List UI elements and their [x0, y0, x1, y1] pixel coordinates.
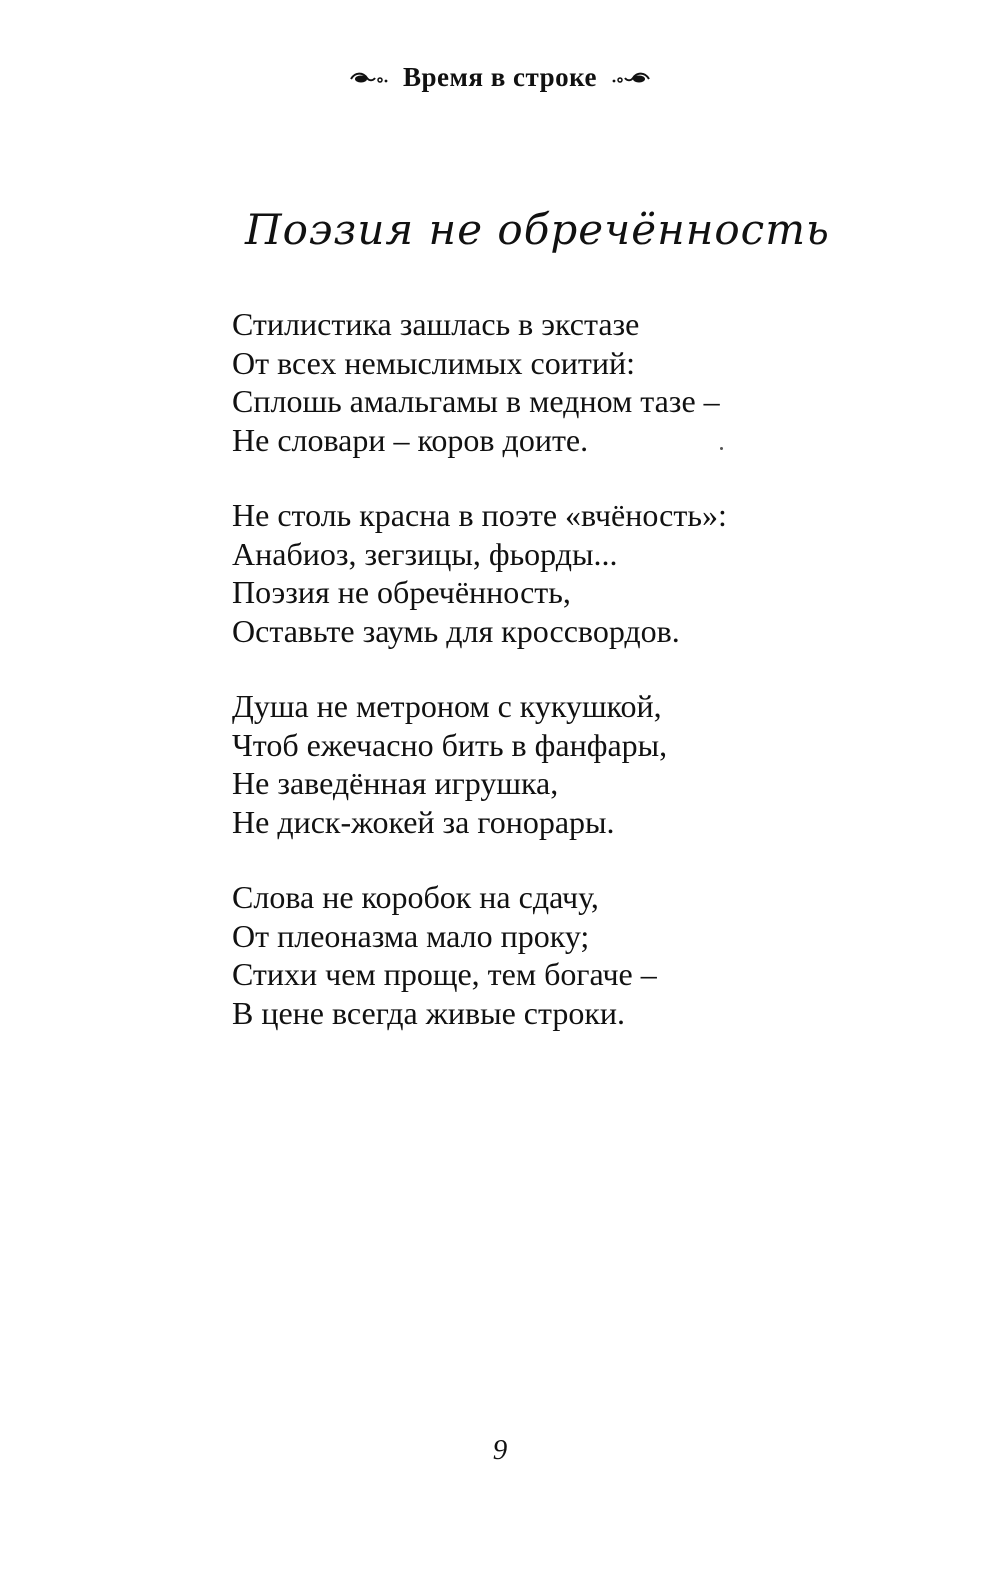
poem-line: Чтоб ежечасно бить в фанфары,	[232, 726, 668, 763]
running-head-title: Время в строке	[402, 62, 598, 92]
poem-line: Поэзия не обречённость,	[232, 574, 571, 610]
stanza	[232, 687, 792, 841]
stanza	[232, 496, 792, 650]
poem-line: Сплошь амальгамы в медном тазе –	[232, 383, 720, 419]
ink-speck	[720, 447, 723, 450]
poem-line: Не диск-жокей за гонорары.	[232, 803, 615, 840]
left-flourish-icon	[349, 68, 389, 88]
poem-body	[232, 305, 792, 1069]
stanza	[232, 305, 792, 459]
stanza	[232, 878, 792, 1032]
poem-title: Поэзия не обречённость	[245, 205, 830, 254]
poem-line: Оставьте заумь для кроссвордов.	[232, 612, 680, 649]
poem-line: Слова не коробок на сдачу,	[232, 879, 599, 915]
poem-line: От всех немыслимых соитий:	[232, 344, 635, 381]
poem-line: Не заведённая игрушка,	[232, 765, 559, 801]
poem-line: Стихи чем проще, тем богаче –	[232, 956, 657, 992]
poem-line: Не словари – коров доите.	[232, 421, 589, 458]
page-number: 9	[492, 1434, 508, 1466]
poem-line: Не столь красна в поэте «вчёность»:	[232, 497, 727, 533]
poem-line: Стилистика зашлась в экстазе	[232, 306, 640, 342]
poem-line: В цене всегда живые строки.	[232, 994, 626, 1031]
poem-line: Душа не метроном с кукушкой,	[232, 688, 662, 724]
right-flourish-icon	[611, 68, 651, 88]
running-head	[0, 62, 1000, 93]
poem-line: Анабиоз, зегзицы, фьорды...	[232, 535, 618, 572]
poem-line: От плеоназма мало проку;	[232, 917, 590, 954]
